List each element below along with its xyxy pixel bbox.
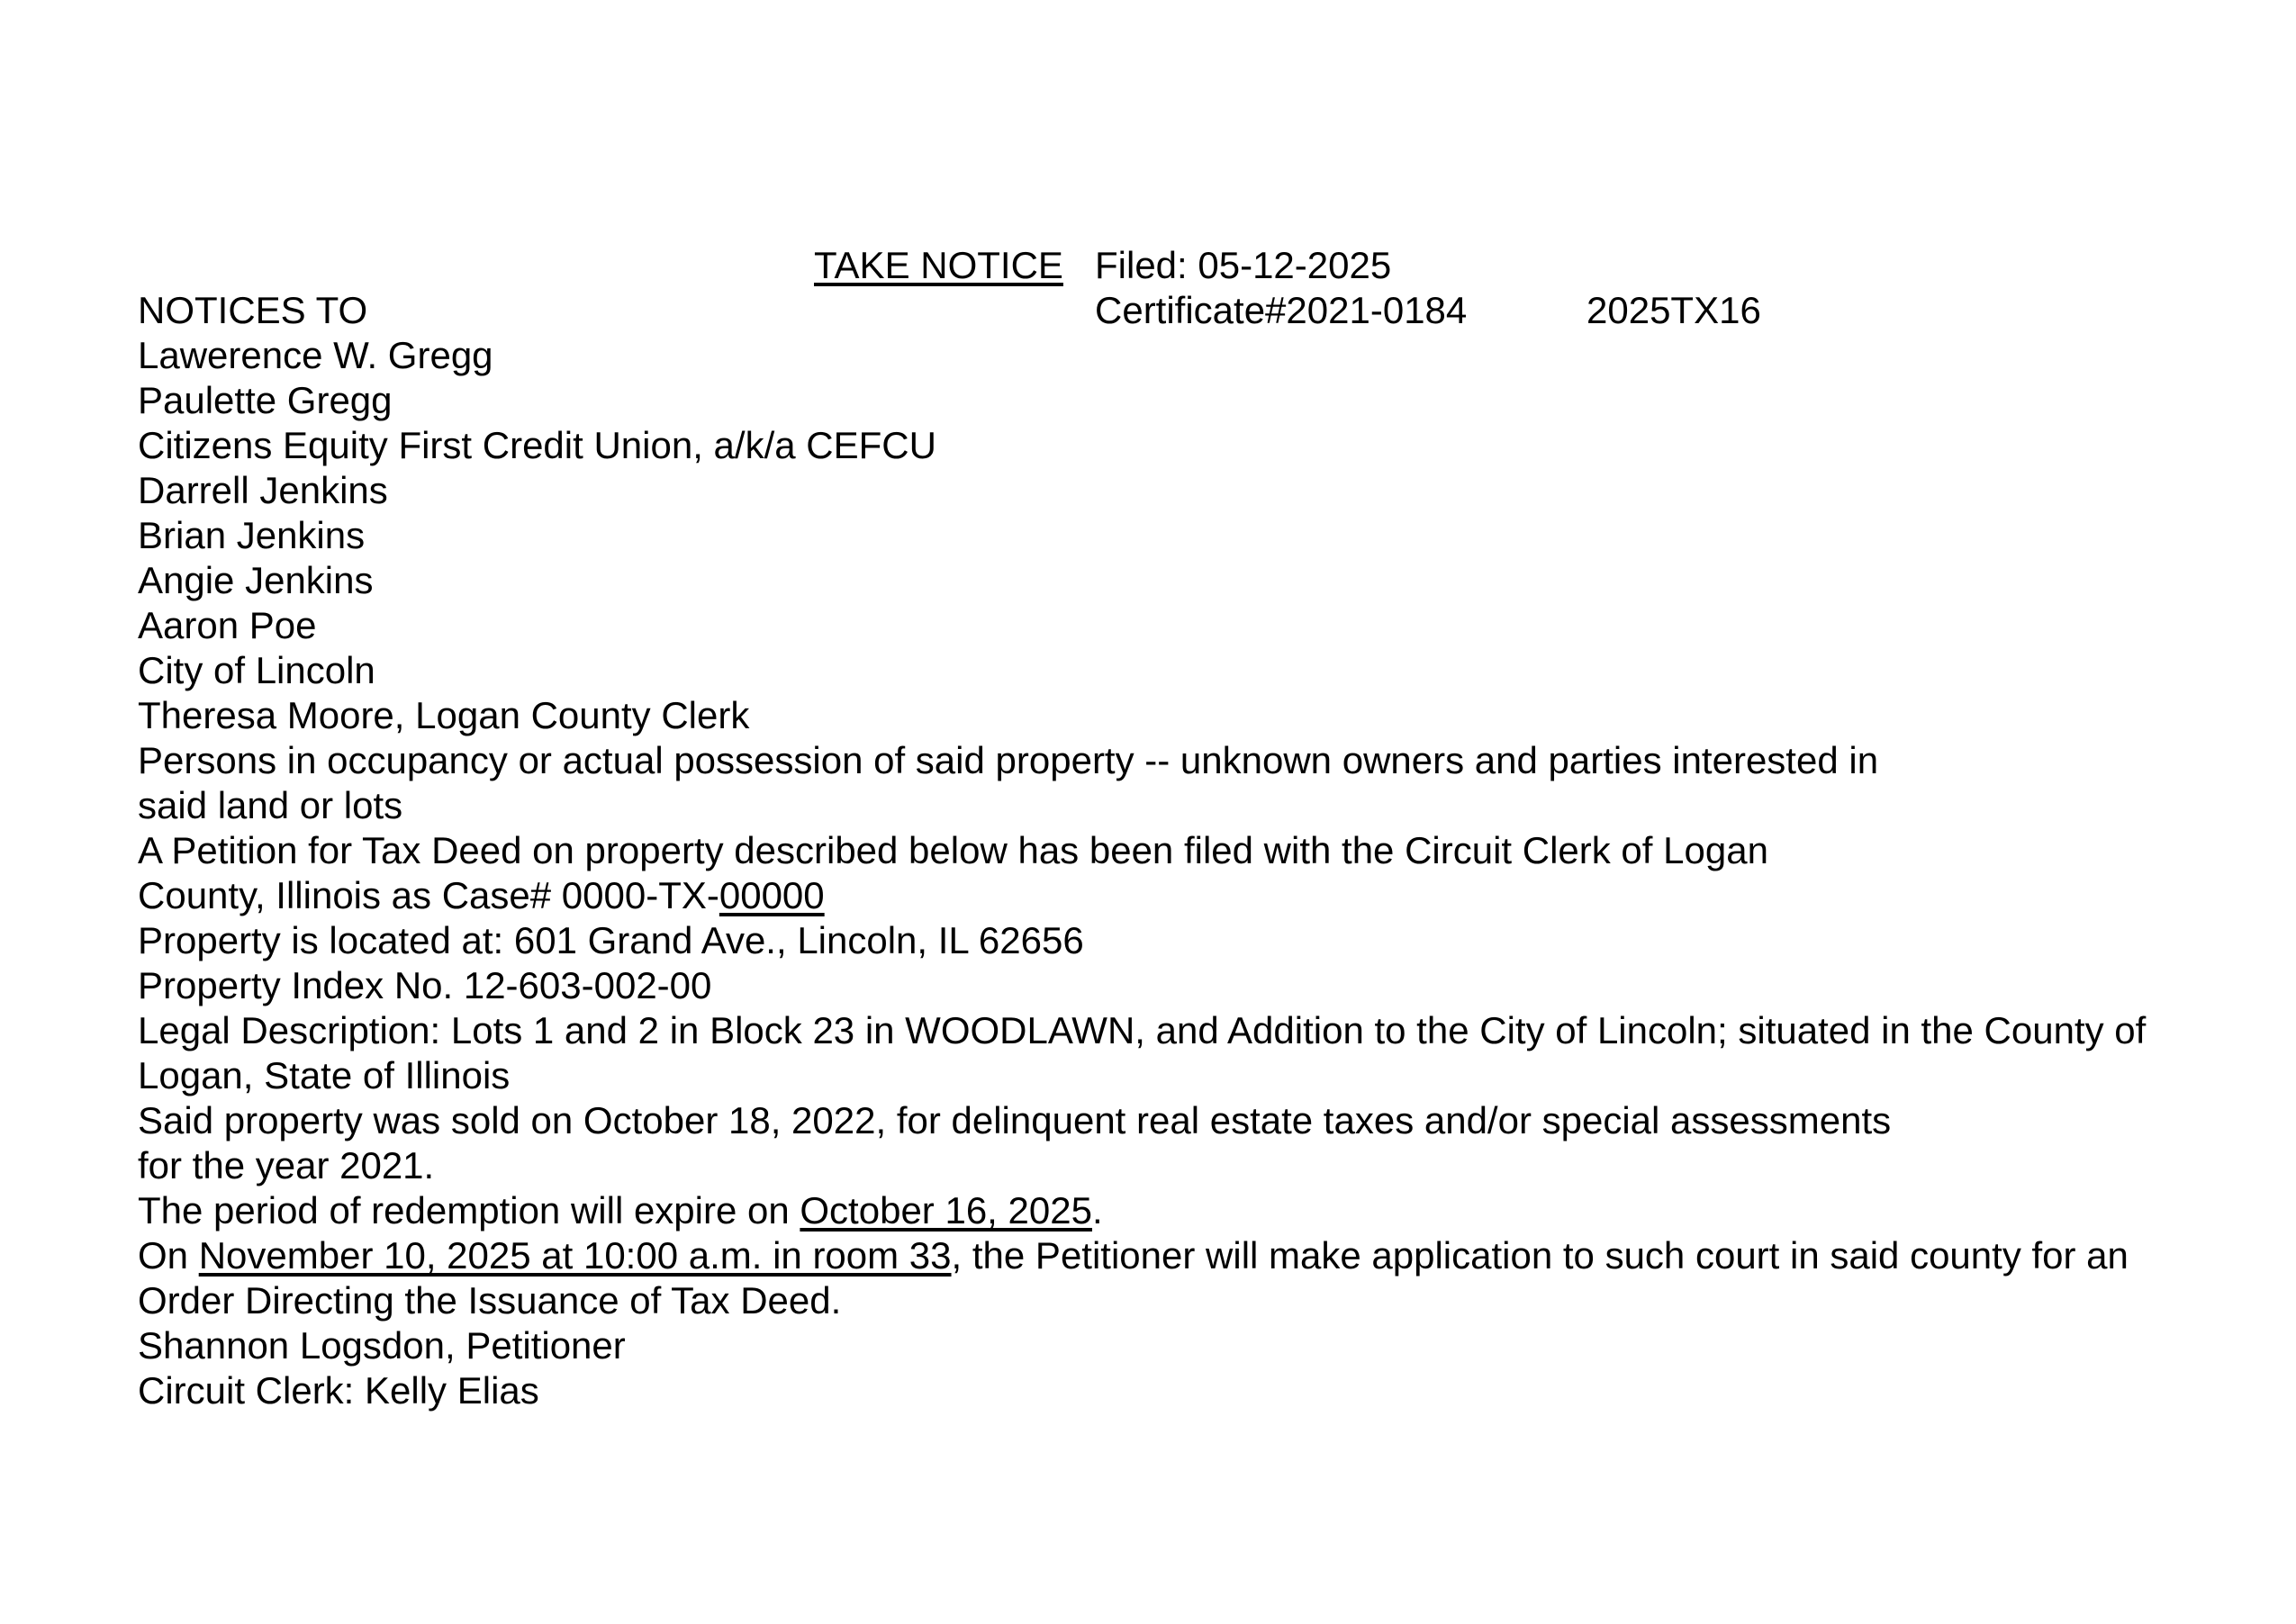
property-location: Property is located at: 601 Grand Ave., Lincoln, IL 62656 [138, 919, 1084, 961]
notice-document [138, 243, 2263, 1413]
header-row-2 [138, 288, 2263, 333]
petition-line-2 [138, 873, 2263, 918]
recipient-line: Persons in occupancy or actual possession of said property -- unknown owners and parties interested in [138, 739, 1879, 781]
legal-description-line-1: Legal Description: Lots 1 and 2 in Block 23 in WOODLAWN, and Addition to the City of Lincoln; situated in the County of [138, 1009, 2147, 1051]
hearing-suffix: , the Petitioner will make application to such court in said county for an [951, 1234, 2129, 1277]
redemption-suffix: . [1091, 1189, 1103, 1232]
take-notice-title: TAKE NOTICE [814, 244, 1063, 286]
redemption-prefix: The period of redemption will expire on [138, 1189, 800, 1232]
certificate-number: Certificate#2021-0184 [1095, 289, 1468, 331]
petition-case-number: 00000 [719, 874, 825, 916]
redemption-line [138, 1188, 2263, 1233]
sold-statement-line-2: for the year 2021. [138, 1144, 435, 1186]
recipient-line: Lawerence W. Gregg [138, 334, 493, 376]
recipient-line: Theresa Moore, Logan County Clerk [138, 694, 750, 736]
recipient-line: City of Lincoln [138, 649, 375, 691]
petition-case-prefix: County, Illinois as Case# 0000-TX- [138, 874, 719, 916]
hearing-line-1 [138, 1233, 2263, 1278]
recipient-line: Darrell Jenkins [138, 469, 388, 511]
recipient-line: Brian Jenkins [138, 514, 366, 556]
legal-description-line-2: Logan, State of Illinois [138, 1054, 511, 1096]
hearing-prefix: On [138, 1234, 199, 1277]
hearing-datetime: November 10, 2025 at 10:00 a.m. in room 33 [198, 1234, 952, 1277]
filed-date: Filed: 05-12-2025 [1095, 244, 1392, 286]
petition-line-1: A Petition for Tax Deed on property described below has been filed with the Circuit Clerk of Logan [138, 829, 1768, 871]
sold-statement-line-1: Said property was sold on October 18, 2022, for delinquent real estate taxes and/or special assessments [138, 1099, 1892, 1141]
recipient-line: Aaron Poe [138, 604, 317, 646]
redemption-date: October 16, 2025 [800, 1189, 1092, 1232]
property-index-no: Property Index No. 12-603-002-00 [138, 964, 712, 1006]
petitioner-signature: Shannon Logsdon, Petitioner [138, 1324, 626, 1367]
header-row-1 [138, 243, 2263, 288]
hearing-line-2: Order Directing the Issuance of Tax Deed. [138, 1279, 842, 1322]
circuit-clerk-signature: Circuit Clerk: Kelly Elias [138, 1369, 539, 1412]
notices-to-label: NOTICES TO [138, 289, 368, 331]
recipient-line: Paulette Gregg [138, 379, 393, 421]
recipient-line: Angie Jenkins [138, 559, 374, 601]
recipient-line: Citizens Equity First Credit Union, a/k/a CEFCU [138, 424, 936, 466]
case-tax-number: 2025TX16 [1586, 289, 1761, 331]
recipient-line: said land or lots [138, 784, 403, 826]
